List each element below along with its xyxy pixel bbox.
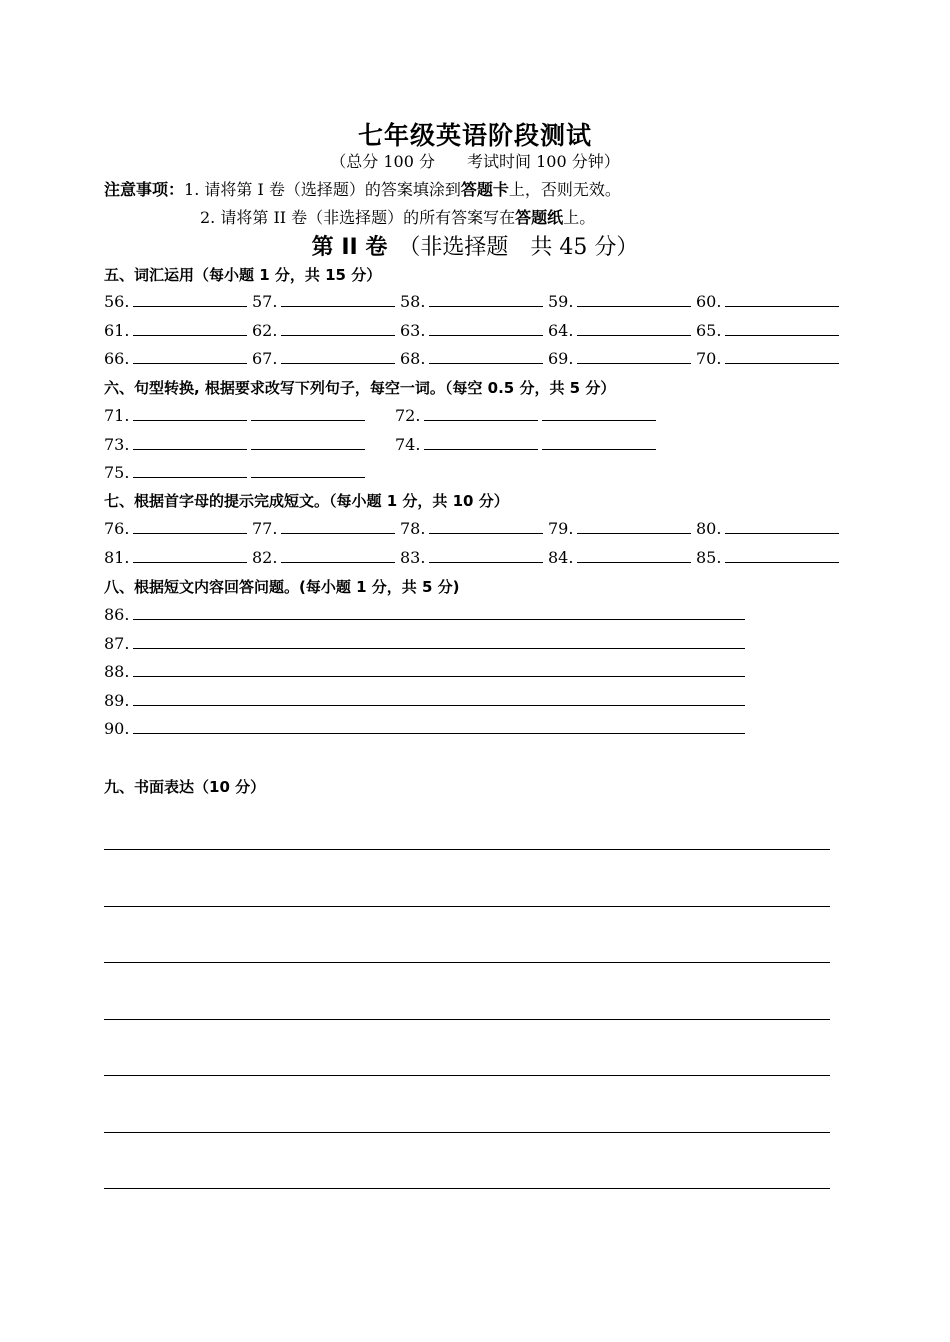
answer-item — [548, 292, 691, 311]
answer-blank[interactable] — [281, 321, 395, 336]
writing-line[interactable] — [104, 906, 830, 907]
answer-item — [104, 548, 247, 567]
item-number: 76. — [104, 519, 130, 538]
answer-blank[interactable] — [133, 719, 745, 734]
item-number: 65. — [696, 320, 722, 340]
item-number: 89. — [104, 690, 130, 710]
item-number: 71. — [104, 406, 130, 425]
answer-item — [400, 548, 543, 567]
answer-item — [104, 321, 247, 340]
notice-line-2 — [200, 205, 595, 228]
item-number: 74. — [395, 434, 421, 454]
answer-item — [104, 292, 247, 311]
answer-blank[interactable] — [577, 548, 691, 563]
part-2-label: 第 II 卷 — [311, 235, 388, 260]
item-number: 57. — [252, 292, 278, 311]
answer-item — [252, 519, 395, 538]
answer-row — [104, 406, 844, 428]
writing-line[interactable] — [104, 1188, 830, 1189]
writing-line[interactable] — [104, 849, 830, 850]
item-number: 85. — [696, 547, 722, 567]
item-number: 59. — [548, 292, 574, 311]
answer-item — [548, 349, 691, 368]
answer-blank[interactable] — [725, 292, 839, 307]
answer-row — [104, 548, 844, 570]
answer-row — [104, 519, 844, 541]
notice-2-text: 2. 请将第 II 卷（非选择题）的所有答案写在 — [200, 208, 516, 227]
answer-blank[interactable] — [133, 662, 745, 677]
answer-blank[interactable] — [725, 548, 839, 563]
answer-blank[interactable] — [133, 548, 247, 563]
answer-blank[interactable] — [542, 406, 656, 421]
item-number: 69. — [548, 349, 574, 368]
answer-blank[interactable] — [725, 321, 839, 336]
answer-row — [104, 719, 754, 741]
answer-item — [548, 548, 691, 567]
writing-line[interactable] — [104, 1075, 830, 1076]
item-number: 88. — [104, 662, 130, 681]
answer-item — [104, 662, 745, 681]
part-2-title — [0, 230, 950, 261]
item-number: 78. — [400, 519, 426, 538]
answer-blank[interactable] — [251, 463, 365, 478]
item-number: 75. — [104, 463, 130, 482]
item-number: 80. — [696, 519, 722, 538]
answer-item — [696, 292, 839, 311]
answer-item — [104, 406, 365, 425]
answer-blank[interactable] — [577, 321, 691, 336]
answer-row — [104, 349, 844, 371]
item-number: 60. — [696, 292, 722, 311]
answer-blank[interactable] — [133, 406, 247, 421]
section-9-heading: 九、书面表达（10 分） — [104, 778, 266, 796]
answer-blank[interactable] — [251, 435, 365, 450]
answer-blank[interactable] — [424, 406, 538, 421]
answer-blank[interactable] — [429, 548, 543, 563]
answer-blank[interactable] — [133, 292, 247, 307]
answer-item — [104, 435, 365, 454]
answer-item — [696, 349, 839, 368]
answer-item — [395, 435, 656, 454]
item-number: 66. — [104, 349, 130, 368]
answer-item — [252, 321, 395, 340]
answer-blank[interactable] — [133, 634, 745, 649]
item-number: 64. — [548, 320, 574, 340]
answer-blank[interactable] — [424, 435, 538, 450]
answer-blank[interactable] — [577, 349, 691, 364]
answer-item — [104, 605, 745, 624]
item-number: 79. — [548, 519, 574, 538]
answer-blank[interactable] — [133, 605, 745, 620]
answer-row — [104, 662, 754, 684]
item-number: 86. — [104, 605, 130, 624]
notice-2-tail: 上。 — [563, 208, 596, 227]
answer-item — [400, 292, 543, 311]
answer-item — [696, 519, 839, 538]
answer-row — [104, 605, 754, 627]
answer-row — [104, 634, 754, 656]
answer-blank[interactable] — [133, 321, 247, 336]
section-7-heading: 七、根据首字母的提示完成短文。（每小题 1 分，共 10 分） — [104, 492, 509, 510]
item-number: 62. — [252, 320, 278, 340]
answer-item — [696, 321, 839, 340]
answer-blank[interactable] — [725, 349, 839, 364]
item-number: 58. — [400, 292, 426, 311]
section-5-heading: 五、词汇运用（每小题 1 分，共 15 分） — [104, 266, 382, 284]
answer-item — [252, 349, 395, 368]
answer-row — [104, 292, 844, 314]
answer-item — [252, 548, 395, 567]
item-number: 61. — [104, 320, 130, 340]
item-number: 82. — [252, 547, 278, 567]
answer-blank[interactable] — [429, 321, 543, 336]
answer-item — [104, 349, 247, 368]
answer-blank[interactable] — [281, 292, 395, 307]
answer-blank[interactable] — [281, 349, 395, 364]
exam-title: 七年级英语阶段测试 — [357, 121, 592, 150]
writing-line[interactable] — [104, 1019, 830, 1020]
answer-blank[interactable] — [725, 519, 839, 534]
answer-item — [252, 292, 395, 311]
notice-1-tail: 上，否则无效。 — [508, 180, 621, 199]
answer-item — [104, 463, 365, 482]
answer-item — [104, 719, 745, 738]
answer-blank[interactable] — [577, 292, 691, 307]
answer-blank[interactable] — [542, 435, 656, 450]
notice-1-text: 1. 请将第 I 卷（选择题）的答案填涂到 — [184, 180, 461, 199]
writing-line[interactable] — [104, 962, 830, 963]
answer-blank[interactable] — [577, 519, 691, 534]
answer-item — [548, 321, 691, 340]
answer-item — [104, 634, 745, 653]
item-number: 73. — [104, 434, 130, 454]
notice-label: 注意事项： — [104, 180, 185, 199]
answer-blank[interactable] — [429, 292, 543, 307]
answer-blank[interactable] — [133, 519, 247, 534]
section-6-heading: 六、句型转换, 根据要求改写下列句子，每空一词。（每空 0.5 分，共 5 分） — [104, 379, 616, 397]
answer-row — [104, 691, 754, 713]
answer-item — [400, 519, 543, 538]
answer-blank[interactable] — [133, 691, 745, 706]
notice-line-1 — [104, 177, 621, 200]
answer-item — [548, 519, 691, 538]
answer-item — [400, 349, 543, 368]
item-number: 72. — [395, 406, 421, 425]
answer-item — [696, 548, 839, 567]
answer-row — [104, 463, 844, 485]
item-number: 68. — [400, 349, 426, 368]
answer-item — [395, 406, 656, 425]
writing-line[interactable] — [104, 1132, 830, 1133]
answer-blank[interactable] — [429, 519, 543, 534]
item-number: 56. — [104, 292, 130, 311]
item-number: 63. — [400, 320, 426, 340]
item-number: 87. — [104, 633, 130, 653]
answer-blank[interactable] — [281, 519, 395, 534]
item-number: 84. — [548, 547, 574, 567]
section-8-heading: 八、根据短文内容回答问题。(每小题 1 分，共 5 分) — [104, 578, 460, 596]
answer-row — [104, 321, 844, 343]
answer-item — [104, 691, 745, 710]
exam-subtitle: （总分 100 分 考试时间 100 分钟） — [330, 152, 620, 171]
item-number: 90. — [104, 719, 130, 738]
answer-blank[interactable] — [133, 435, 247, 450]
item-number: 67. — [252, 349, 278, 368]
answer-blank[interactable] — [133, 349, 247, 364]
part-2-detail: （非选择题 共 45 分） — [387, 235, 639, 260]
notice-2-bold: 答题纸 — [515, 208, 564, 227]
answer-blank[interactable] — [133, 463, 247, 478]
answer-item — [400, 321, 543, 340]
answer-blank[interactable] — [281, 548, 395, 563]
item-number: 70. — [696, 349, 722, 368]
notice-1-bold: 答题卡 — [460, 180, 509, 199]
item-number: 83. — [400, 547, 426, 567]
answer-item — [104, 519, 247, 538]
answer-row — [104, 435, 844, 457]
item-number: 81. — [104, 547, 130, 567]
answer-blank[interactable] — [429, 349, 543, 364]
item-number: 77. — [252, 519, 278, 538]
answer-blank[interactable] — [251, 406, 365, 421]
